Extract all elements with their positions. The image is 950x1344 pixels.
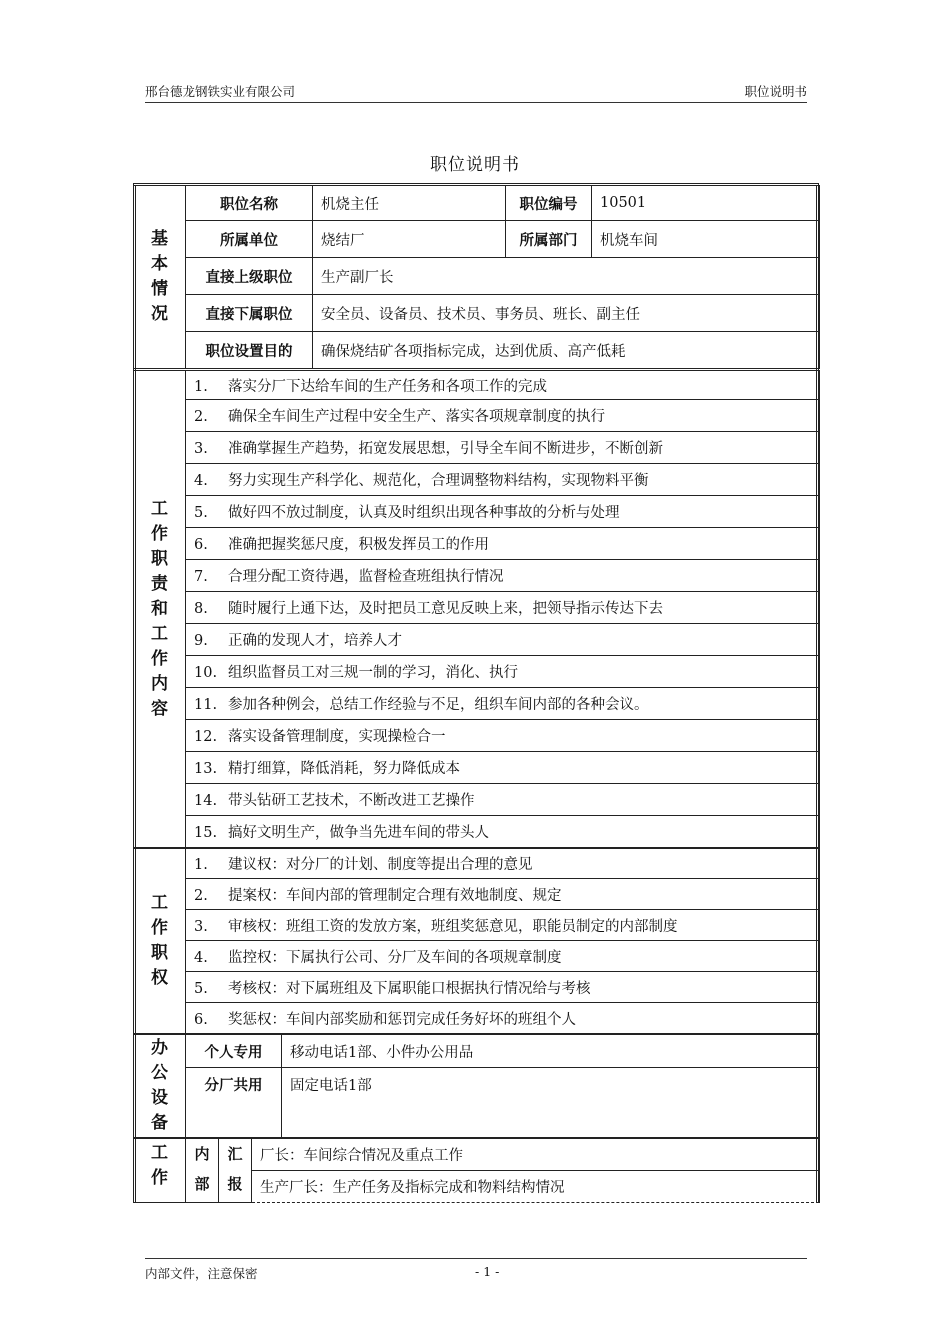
item-text: 合理分配工资待遇，监督检查班组执行情况 <box>228 569 504 585</box>
list-item <box>134 624 820 656</box>
list-item <box>134 656 820 688</box>
item-number: 5. <box>194 505 208 521</box>
item-text: 组织监督员工对三规一制的学习，消化、执行 <box>228 665 518 681</box>
duties-item <box>186 784 820 816</box>
item-text: 带头钻研工艺技术，不断改进工艺操作 <box>228 793 475 809</box>
item-number: 4. <box>194 949 208 966</box>
shared-value: 固定电话1部 <box>282 1068 820 1138</box>
duties-item <box>186 720 820 752</box>
duties-item <box>186 816 820 848</box>
duties-item <box>186 656 820 688</box>
item-number: 3. <box>194 918 208 935</box>
item-number: 13. <box>194 761 218 777</box>
personal-value: 移动电话1部、小件办公用品 <box>282 1035 820 1068</box>
authority-item <box>186 849 820 879</box>
item-text: 落实分厂下达给车间的生产任务和各项工作的完成 <box>228 378 547 395</box>
header-doc-type: 职位说明书 <box>744 84 807 99</box>
position-code-value: 10501 <box>592 186 820 221</box>
item-text: 审核权：班组工资的发放方案，班组奖惩意见，职能员制定的内部制度 <box>228 918 678 935</box>
item-text: 正确的发现人才，培养人才 <box>228 633 402 649</box>
basic-row <box>134 186 820 221</box>
shared-label: 分厂共用 <box>186 1068 282 1138</box>
item-number: 11. <box>194 697 218 713</box>
internal-label: 内 部 <box>186 1139 219 1203</box>
authority-item <box>186 972 820 1003</box>
list-item <box>134 720 820 752</box>
item-number: 5. <box>194 980 208 997</box>
basic-row <box>134 221 820 258</box>
list-item <box>134 464 820 496</box>
list-item <box>134 370 820 400</box>
authority-item <box>186 879 820 910</box>
list-item <box>134 752 820 784</box>
list-item <box>134 1003 820 1034</box>
personal-label: 个人专用 <box>186 1035 282 1068</box>
relations-row <box>134 1139 820 1171</box>
duties-item <box>186 432 820 464</box>
item-text: 随时履行上通下达，及时把员工意见反映上来，把领导指示传达下去 <box>228 601 663 617</box>
item-text: 做好四不放过制度，认真及时组织出现各种事故的分析与处理 <box>228 505 620 521</box>
item-text: 确保全车间生产过程中安全生产、落实各项规章制度的执行 <box>228 409 605 425</box>
equipment-row <box>134 1035 820 1068</box>
item-number: 12. <box>194 729 218 745</box>
authority-item <box>186 910 820 941</box>
position-name-label: 职位名称 <box>186 186 313 221</box>
item-number: 7. <box>194 569 208 585</box>
document-title: 职位说明书 <box>430 155 520 175</box>
item-number: 9. <box>194 633 208 649</box>
list-item <box>134 496 820 528</box>
subordinates-label: 直接下属职位 <box>186 295 313 332</box>
list-item <box>134 816 820 848</box>
item-text: 精打细算，降低消耗，努力降低成本 <box>228 761 460 777</box>
item-number: 2. <box>194 409 208 425</box>
position-code-label: 职位编号 <box>506 186 592 221</box>
purpose-label: 职位设置目的 <box>186 332 313 369</box>
company-name: 邢台德龙钢铁实业有限公司 <box>145 84 296 99</box>
duties-section-label: 工 作 职 责 和 工 作 内 容 <box>134 370 186 848</box>
item-text: 建议权：对分厂的计划、制度等提出合理的意见 <box>228 857 533 873</box>
relations-table <box>133 1138 820 1203</box>
item-number: 15. <box>194 825 218 841</box>
report-label: 汇 报 <box>219 1139 252 1203</box>
page-header <box>145 82 807 103</box>
equipment-table <box>133 1034 820 1138</box>
basic-row <box>134 258 820 295</box>
basic-row <box>134 295 820 332</box>
equipment-row <box>134 1068 820 1138</box>
duties-item <box>186 688 820 720</box>
page-footer <box>145 1258 807 1281</box>
item-text: 努力实现生产科学化、规范化，合理调整物料结构，实现物料平衡 <box>228 473 649 489</box>
unit-value: 烧结厂 <box>313 221 506 258</box>
item-text: 考核权：对下属班组及下属职能口根据执行情况给与考核 <box>228 980 591 997</box>
duties-item <box>186 496 820 528</box>
list-item <box>134 688 820 720</box>
list-item <box>134 910 820 941</box>
duties-table <box>133 368 820 848</box>
list-item <box>134 528 820 560</box>
item-text: 提案权：车间内部的管理制定合理有效地制度、规定 <box>228 887 562 904</box>
list-item <box>134 592 820 624</box>
duties-item <box>186 370 820 400</box>
list-item <box>134 849 820 879</box>
item-number: 1. <box>194 378 208 395</box>
basic-section-label: 基 本 情 况 <box>134 186 186 369</box>
basic-info-table <box>133 185 820 369</box>
department-value: 机烧车间 <box>592 221 820 258</box>
subordinates-value: 安全员、设备员、技术员、事务员、班长、副主任 <box>313 295 820 332</box>
item-number: 8. <box>194 601 208 617</box>
item-number: 6. <box>194 537 208 553</box>
superior-value: 生产副厂长 <box>313 258 820 295</box>
authority-item <box>186 1003 820 1034</box>
list-item <box>134 432 820 464</box>
item-text: 奖惩权：车间内部奖励和惩罚完成任务好坏的班组个人 <box>228 1011 576 1028</box>
list-item <box>134 400 820 432</box>
relations-section-label: 工 作 <box>134 1139 186 1203</box>
confidential-note: 内部文件，注意保密 <box>145 1266 258 1281</box>
duties-item <box>186 560 820 592</box>
department-label: 所属部门 <box>506 221 592 258</box>
list-item <box>134 879 820 910</box>
duties-item <box>186 752 820 784</box>
duties-item <box>186 400 820 432</box>
item-number: 6. <box>194 1011 208 1028</box>
item-text: 准确把握奖惩尺度，积极发挥员工的作用 <box>228 537 489 553</box>
item-number: 14. <box>194 793 218 809</box>
authority-table <box>133 848 820 1034</box>
list-item <box>134 941 820 972</box>
basic-row <box>134 332 820 369</box>
item-number: 3. <box>194 441 208 457</box>
superior-label: 直接上级职位 <box>186 258 313 295</box>
purpose-value: 确保烧结矿各项指标完成，达到优质、高产低耗 <box>313 332 820 369</box>
item-number: 2. <box>194 887 208 904</box>
duties-item <box>186 464 820 496</box>
report-item: 厂长：车间综合情况及重点工作 <box>252 1139 820 1171</box>
item-number: 10. <box>194 665 218 681</box>
item-text: 搞好文明生产，做争当先进车间的带头人 <box>228 825 489 841</box>
item-text: 监控权：下属执行公司、分厂及车间的各项规章制度 <box>228 949 562 966</box>
list-item <box>134 972 820 1003</box>
position-name-value: 机烧主任 <box>313 186 506 221</box>
duties-item <box>186 528 820 560</box>
unit-label: 所属单位 <box>186 221 313 258</box>
report-item: 生产厂长：生产任务及指标完成和物料结构情况 <box>252 1171 820 1203</box>
list-item <box>134 560 820 592</box>
duties-item <box>186 592 820 624</box>
authority-item <box>186 941 820 972</box>
page-number: - 1 - <box>475 1264 500 1279</box>
equipment-section-label: 办 公 设 备 <box>134 1035 186 1138</box>
item-number: 4. <box>194 473 208 489</box>
duties-item <box>186 624 820 656</box>
list-item <box>134 784 820 816</box>
item-text: 准确掌握生产趋势，拓宽发展思想，引导全车间不断进步，不断创新 <box>228 441 663 457</box>
authority-section-label: 工 作 职 权 <box>134 849 186 1034</box>
item-number: 1. <box>194 857 208 873</box>
item-text: 参加各种例会，总结工作经验与不足，组织车间内部的各种会议。 <box>228 697 649 713</box>
item-text: 落实设备管理制度，实现操检合一 <box>228 729 446 745</box>
